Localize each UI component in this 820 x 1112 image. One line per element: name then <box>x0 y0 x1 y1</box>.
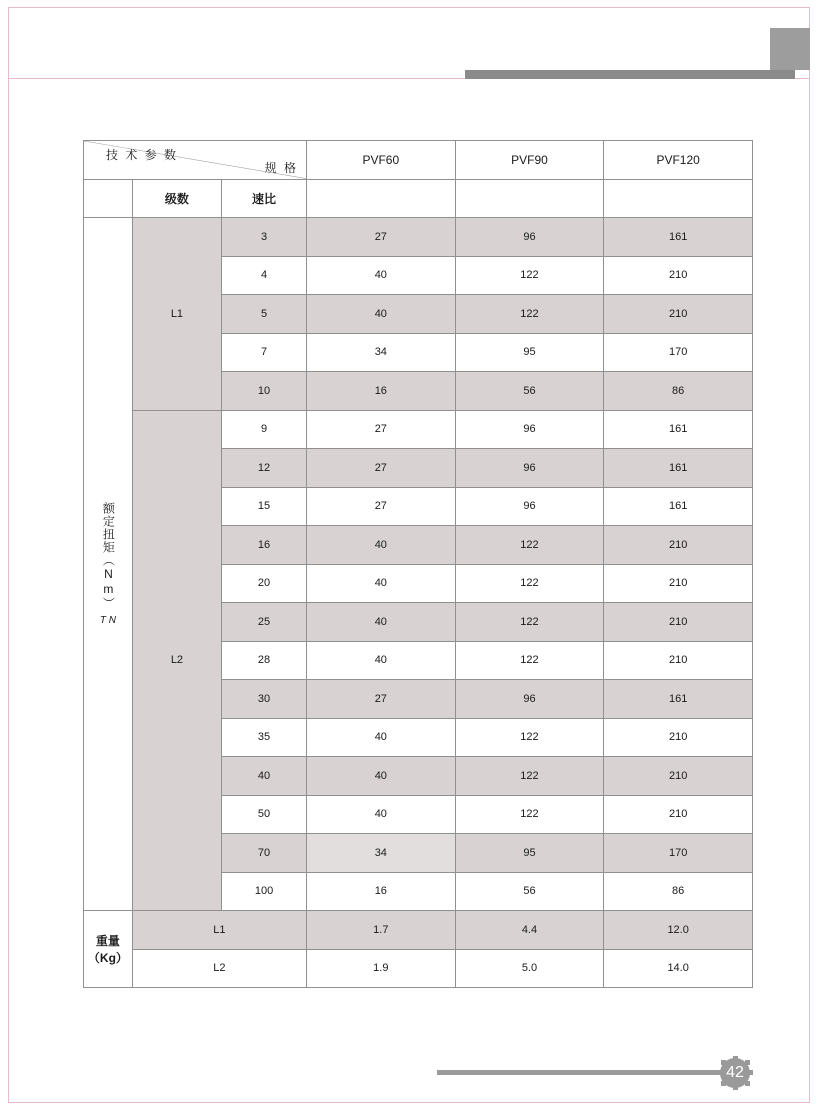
subheader-empty <box>84 179 133 218</box>
subheader-blank-2 <box>455 179 604 218</box>
value-cell: 40 <box>306 256 455 295</box>
value-cell: 95 <box>455 834 604 873</box>
weight-value-cell: 5.0 <box>455 949 604 988</box>
value-cell: 122 <box>455 718 604 757</box>
weight-value-cell: 12.0 <box>604 911 753 950</box>
value-cell: 161 <box>604 410 753 449</box>
column-header-model-1: PVF60 <box>306 141 455 180</box>
ratio-cell: 7 <box>222 333 307 372</box>
value-cell: 210 <box>604 603 753 642</box>
value-cell: 27 <box>306 218 455 257</box>
ratio-cell: 12 <box>222 449 307 488</box>
value-cell: 161 <box>604 680 753 719</box>
ratio-cell: 100 <box>222 872 307 911</box>
value-cell: 210 <box>604 256 753 295</box>
value-cell: 16 <box>306 872 455 911</box>
value-cell: 40 <box>306 757 455 796</box>
value-cell: 161 <box>604 449 753 488</box>
weight-value-cell: 1.9 <box>306 949 455 988</box>
weight-stage-cell: L2 <box>132 949 306 988</box>
value-cell: 96 <box>455 410 604 449</box>
value-cell: 27 <box>306 449 455 488</box>
value-cell: 96 <box>455 680 604 719</box>
value-cell: 210 <box>604 757 753 796</box>
ratio-cell: 25 <box>222 603 307 642</box>
value-cell: 96 <box>455 487 604 526</box>
value-cell: 34 <box>306 834 455 873</box>
spec-axis-label: 规 格 <box>264 161 298 175</box>
value-cell: 40 <box>306 526 455 565</box>
value-cell: 122 <box>455 256 604 295</box>
value-cell: 122 <box>455 295 604 334</box>
value-cell: 40 <box>306 641 455 680</box>
subheader-blank-1 <box>306 179 455 218</box>
value-cell: 96 <box>455 218 604 257</box>
value-cell: 86 <box>604 372 753 411</box>
weight-value-cell: 14.0 <box>604 949 753 988</box>
row-group-label-main: 额定扭矩（Nm） <box>101 502 116 610</box>
ratio-cell: 30 <box>222 680 307 719</box>
table-row <box>84 911 753 950</box>
value-cell: 40 <box>306 564 455 603</box>
ratio-cell: 10 <box>222 372 307 411</box>
ratio-cell: 3 <box>222 218 307 257</box>
value-cell: 122 <box>455 641 604 680</box>
row-group-label-torque <box>84 218 133 911</box>
weight-value-cell: 4.4 <box>455 911 604 950</box>
table-header-row <box>84 141 753 180</box>
value-cell: 170 <box>604 333 753 372</box>
ratio-cell: 16 <box>222 526 307 565</box>
value-cell: 161 <box>604 487 753 526</box>
value-cell: 40 <box>306 295 455 334</box>
value-cell: 16 <box>306 372 455 411</box>
value-cell: 210 <box>604 295 753 334</box>
value-cell: 122 <box>455 795 604 834</box>
table-row <box>84 218 753 257</box>
value-cell: 27 <box>306 487 455 526</box>
header-gray-bar <box>465 70 795 79</box>
value-cell: 122 <box>455 526 604 565</box>
header-gray-block <box>770 28 810 70</box>
column-header-model-3: PVF120 <box>604 141 753 180</box>
value-cell: 40 <box>306 795 455 834</box>
row-group-label-sub: T N <box>99 615 116 626</box>
value-cell: 170 <box>604 834 753 873</box>
corner-header-cell <box>84 141 307 180</box>
tech-axis-label: 技 术 参 数 <box>106 147 179 162</box>
value-cell: 56 <box>455 372 604 411</box>
subheader-ratio: 速比 <box>222 179 307 218</box>
ratio-cell: 20 <box>222 564 307 603</box>
value-cell: 27 <box>306 410 455 449</box>
ratio-cell: 28 <box>222 641 307 680</box>
stage-cell-l1: L1 <box>132 218 221 411</box>
ratio-cell: 35 <box>222 718 307 757</box>
table-row <box>84 949 753 988</box>
value-cell: 210 <box>604 526 753 565</box>
column-header-model-2: PVF90 <box>455 141 604 180</box>
weight-stage-cell: L1 <box>132 911 306 950</box>
specifications-table <box>83 140 753 988</box>
ratio-cell: 15 <box>222 487 307 526</box>
value-cell: 122 <box>455 603 604 642</box>
value-cell: 95 <box>455 333 604 372</box>
subheader-stage: 级数 <box>132 179 221 218</box>
value-cell: 122 <box>455 564 604 603</box>
value-cell: 34 <box>306 333 455 372</box>
value-cell: 96 <box>455 449 604 488</box>
value-cell: 122 <box>455 757 604 796</box>
value-cell: 56 <box>455 872 604 911</box>
ratio-cell: 5 <box>222 295 307 334</box>
ratio-cell: 9 <box>222 410 307 449</box>
weight-row-label: 重量（Kg） <box>84 911 133 988</box>
ratio-cell: 4 <box>222 256 307 295</box>
ratio-cell: 50 <box>222 795 307 834</box>
value-cell: 161 <box>604 218 753 257</box>
value-cell: 210 <box>604 718 753 757</box>
table-row <box>84 410 753 449</box>
table-subheader-row <box>84 179 753 218</box>
footer-rule <box>437 1070 717 1075</box>
value-cell: 27 <box>306 680 455 719</box>
value-cell: 86 <box>604 872 753 911</box>
value-cell: 210 <box>604 564 753 603</box>
value-cell: 210 <box>604 795 753 834</box>
ratio-cell: 70 <box>222 834 307 873</box>
value-cell: 210 <box>604 641 753 680</box>
subheader-blank-3 <box>604 179 753 218</box>
ratio-cell: 40 <box>222 757 307 796</box>
stage-cell-l2: L2 <box>132 410 221 911</box>
weight-value-cell: 1.7 <box>306 911 455 950</box>
value-cell: 40 <box>306 718 455 757</box>
value-cell: 40 <box>306 603 455 642</box>
spec-table <box>83 140 753 988</box>
page-number: 42 <box>726 1064 744 1081</box>
